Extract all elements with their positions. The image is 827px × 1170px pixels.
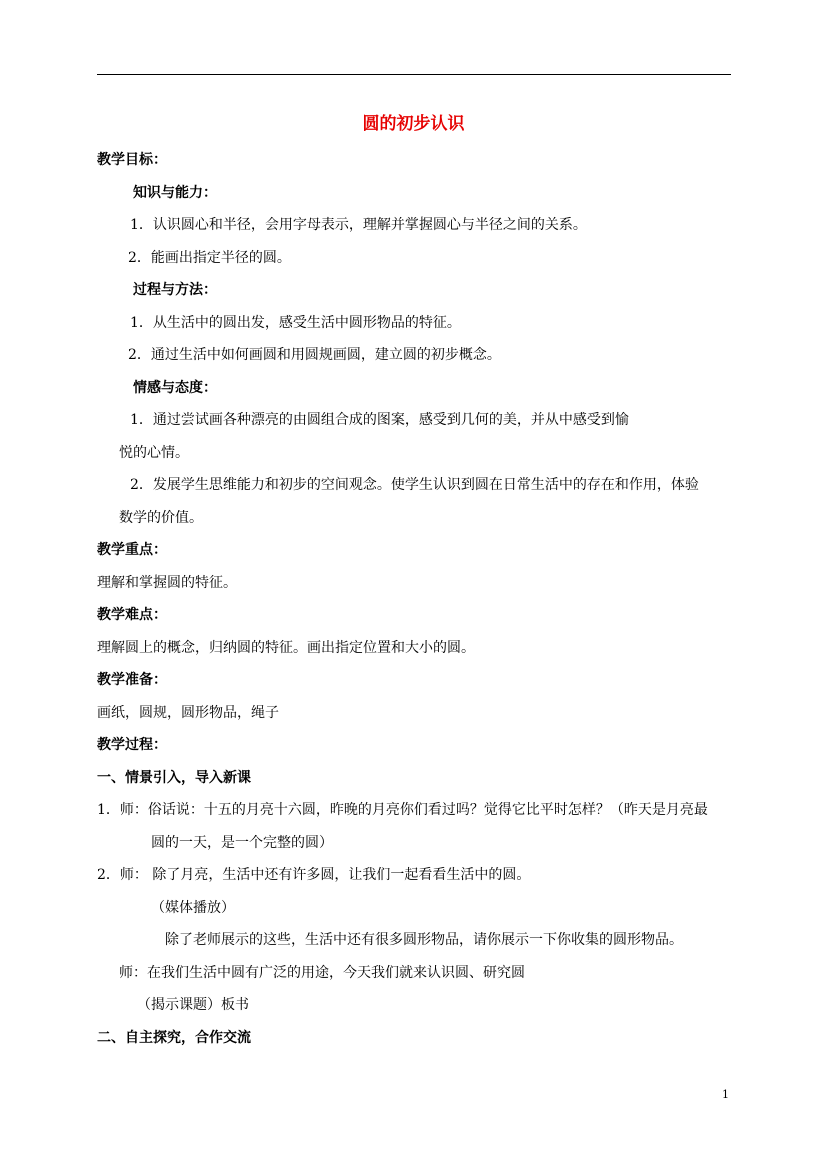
paragraph: 圆的一天，是一个完整的圆） — [151, 835, 333, 851]
paragraph: 1．通过尝试画各种漂亮的由圆组合成的图案，感受到几何的美，并从中感受到愉 — [130, 412, 629, 428]
subheading-knowledge: 知识与能力： — [133, 185, 217, 201]
heading-preparation: 教学准备： — [97, 672, 167, 688]
paragraph: 1．从生活中的圆出发，感受生活中圆形物品的特征。 — [130, 315, 461, 331]
paragraph: 理解和掌握圆的特征。 — [97, 575, 237, 591]
paragraph: 2．能画出指定半径的圆。 — [128, 250, 291, 266]
paragraph: 除了老师展示的这些，生活中还有很多圆形物品，请你展示一下你收集的圆形物品。 — [165, 932, 683, 948]
paragraph: （媒体播放） — [151, 900, 235, 916]
paragraph: 1．认识圆心和半径，会用字母表示，理解并掌握圆心与半径之间的关系。 — [130, 217, 587, 233]
paragraph: 2．师： 除了月亮，生活中还有许多圆，让我们一起看看生活中的圆。 — [97, 867, 531, 883]
subheading-process: 过程与方法： — [133, 282, 217, 298]
paragraph: 师：在我们生活中圆有广泛的用途，今天我们就来认识圆、研究圆 — [119, 965, 525, 981]
paragraph: 理解圆上的概念，归纳圆的特征。画出指定位置和大小的圆。 — [97, 640, 475, 656]
section-heading-2: 二、自主探究，合作交流 — [97, 1030, 251, 1046]
heading-teaching-goals: 教学目标： — [97, 152, 167, 168]
heading-key-points: 教学重点： — [97, 542, 167, 558]
header-rule — [97, 74, 731, 75]
heading-difficulties: 教学难点： — [97, 607, 167, 623]
paragraph: 画纸，圆规，圆形物品，绳子 — [97, 705, 279, 721]
paragraph: 数学的价值。 — [119, 510, 203, 526]
document-title: 圆的初步认识 — [362, 114, 465, 134]
paragraph: 1．师：俗话说：十五的月亮十六圆，昨晚的月亮你们看过吗？觉得它比平时怎样？（昨天是月亮最 — [97, 802, 708, 818]
paragraph: 悦的心情。 — [119, 445, 189, 461]
paragraph: （揭示课题）板书 — [137, 997, 249, 1013]
page-number: 1 — [722, 1088, 729, 1101]
paragraph: 2．通过生活中如何画圆和用圆规画圆，建立圆的初步概念。 — [128, 347, 501, 363]
paragraph: 2．发展学生思维能力和初步的空间观念。使学生认识到圆在日常生活中的存在和作用，体验 — [130, 477, 699, 493]
heading-process: 教学过程： — [97, 737, 167, 753]
section-heading-1: 一、情景引入，导入新课 — [97, 770, 251, 786]
subheading-emotion: 情感与态度： — [133, 380, 217, 396]
